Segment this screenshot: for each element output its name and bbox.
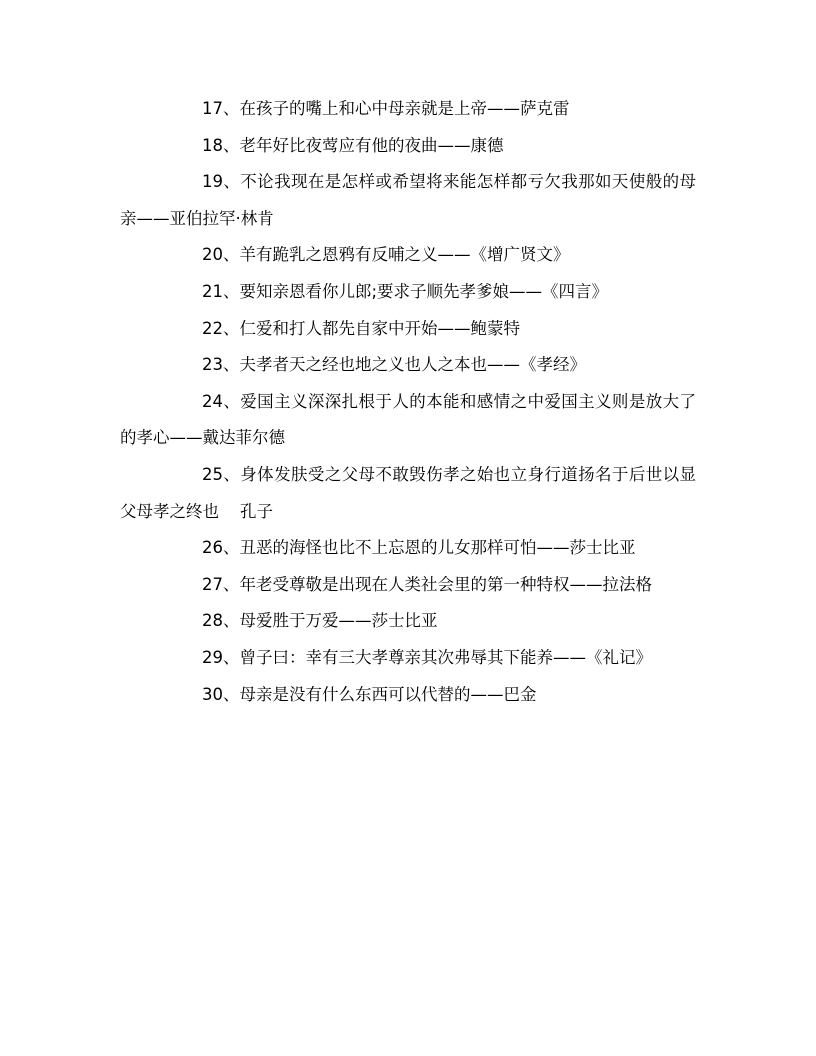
quote-paragraph: 21、要知亲恩看你儿郎;要求子顺先孝爹娘——《四言》: [202, 281, 609, 301]
quote-paragraph: 20、羊有跪乳之恩鸦有反哺之义——《增广贤文》: [202, 245, 570, 265]
quote-paragraph: 25、身体发肤受之父母不敢毁伤孝之始也立身行道扬名于后世以显父母孝之终也 孔子: [120, 464, 696, 521]
quote-paragraph: 24、爱国主义深深扎根于人的本能和感情之中爱国主义则是放大了的孝心——戴达菲尔德: [120, 391, 696, 448]
quote-paragraph: 18、老年好比夜莺应有他的夜曲——康德: [202, 135, 504, 155]
quote-paragraph: 27、年老受尊敬是出现在人类社会里的第一种特权——拉法格: [202, 574, 652, 594]
quote-paragraph: 22、仁爱和打人都先自家中开始——鲍蒙特: [202, 318, 520, 338]
quote-paragraph: 30、母亲是没有什么东西可以代替的——巴金: [202, 684, 537, 704]
quote-paragraph: 29、曾子曰：幸有三大孝尊亲其次弗辱其下能养——《礼记》: [202, 647, 652, 667]
quote-paragraph: 17、在孩子的嘴上和心中母亲就是上帝——萨克雷: [202, 99, 570, 118]
quote-paragraph: 19、不论我现在是怎样或希望将来能怎样都亏欠我那如天使般的母亲——亚伯拉罕·林肯: [120, 172, 696, 228]
document-body: [120, 91, 696, 713]
quote-paragraph: 26、丑恶的海怪也比不上忘恩的儿女那样可怕——莎士比亚: [202, 538, 636, 558]
quote-paragraph: 28、母爱胜于万爱——莎士比亚: [202, 611, 438, 631]
quote-paragraph: 23、夫孝者天之经也地之义也人之本也——《孝经》: [202, 355, 586, 375]
